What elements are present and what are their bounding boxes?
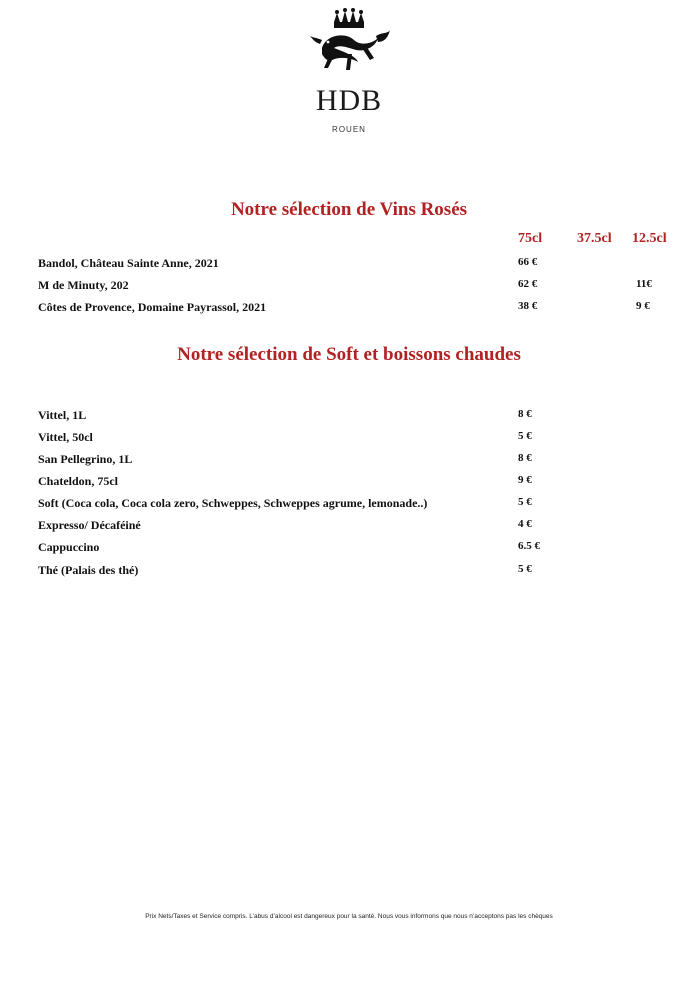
crowned-salamander-logo-icon (304, 8, 394, 82)
wine-price-75cl: 66 € (518, 256, 538, 268)
wine-price-75cl: 62 € (518, 278, 538, 290)
wine-name: Côtes de Provence, Domaine Payrassol, 2021 (38, 300, 267, 314)
column-header-12-5cl: 12.5cl (632, 231, 667, 246)
wine-price-12-5cl: 9 € (636, 300, 650, 312)
drink-row (38, 452, 678, 472)
drink-name: Expresso/ Décaféiné (38, 518, 141, 532)
roses-section-title: Notre sélection de Vins Rosés (230, 199, 468, 220)
drink-price: 4 € (518, 518, 532, 530)
drink-name: Thé (Palais des thé) (38, 563, 139, 577)
drink-price: 5 € (518, 563, 532, 575)
wine-name: Bandol, Château Sainte Anne, 2021 (38, 256, 219, 270)
drink-name: Vittel, 1L (38, 408, 87, 422)
drink-price: 8 € (518, 408, 532, 420)
wine-row (38, 256, 678, 276)
drink-name: San Pellegrino, 1L (38, 452, 133, 466)
wine-row (38, 278, 678, 298)
brand-city: ROUEN (332, 125, 366, 134)
drink-price: 9 € (518, 474, 532, 486)
drink-price: 6.5 € (518, 540, 540, 552)
drink-row (38, 408, 678, 428)
drink-row (38, 518, 678, 538)
drink-row (38, 496, 678, 516)
brand-name: HDB (315, 84, 383, 117)
drink-price: 5 € (518, 496, 532, 508)
drink-row (38, 540, 678, 560)
softs-section-title: Notre sélection de Soft et boissons chaudes (177, 344, 521, 365)
drink-row (38, 474, 678, 494)
drink-price: 5 € (518, 430, 532, 442)
column-header-75cl: 75cl (518, 231, 543, 246)
drink-name: Cappuccino (38, 540, 100, 554)
drink-name: Vittel, 50cl (38, 430, 93, 444)
drink-row (38, 430, 678, 450)
column-header-37-5cl: 37.5cl (577, 231, 612, 246)
legal-footer: Prix Nets/Taxes et Service compris. L’abus d’alcool est dangereux pour la santé. Nous vous informons que nous n’acceptons pas les chèques (145, 913, 553, 920)
wine-price-75cl: 38 € (518, 300, 538, 312)
drink-name: Soft (Coca cola, Coca cola zero, Schweppes, Schweppes agrume, lemonade..) (38, 496, 428, 510)
logo (0, 8, 698, 82)
drink-price: 8 € (518, 452, 532, 464)
drink-row (38, 563, 678, 583)
wine-price-12-5cl: 11€ (636, 278, 652, 290)
wine-row (38, 300, 678, 320)
wine-name: M de Minuty, 202 (38, 278, 129, 292)
drink-name: Chateldon, 75cl (38, 474, 119, 488)
